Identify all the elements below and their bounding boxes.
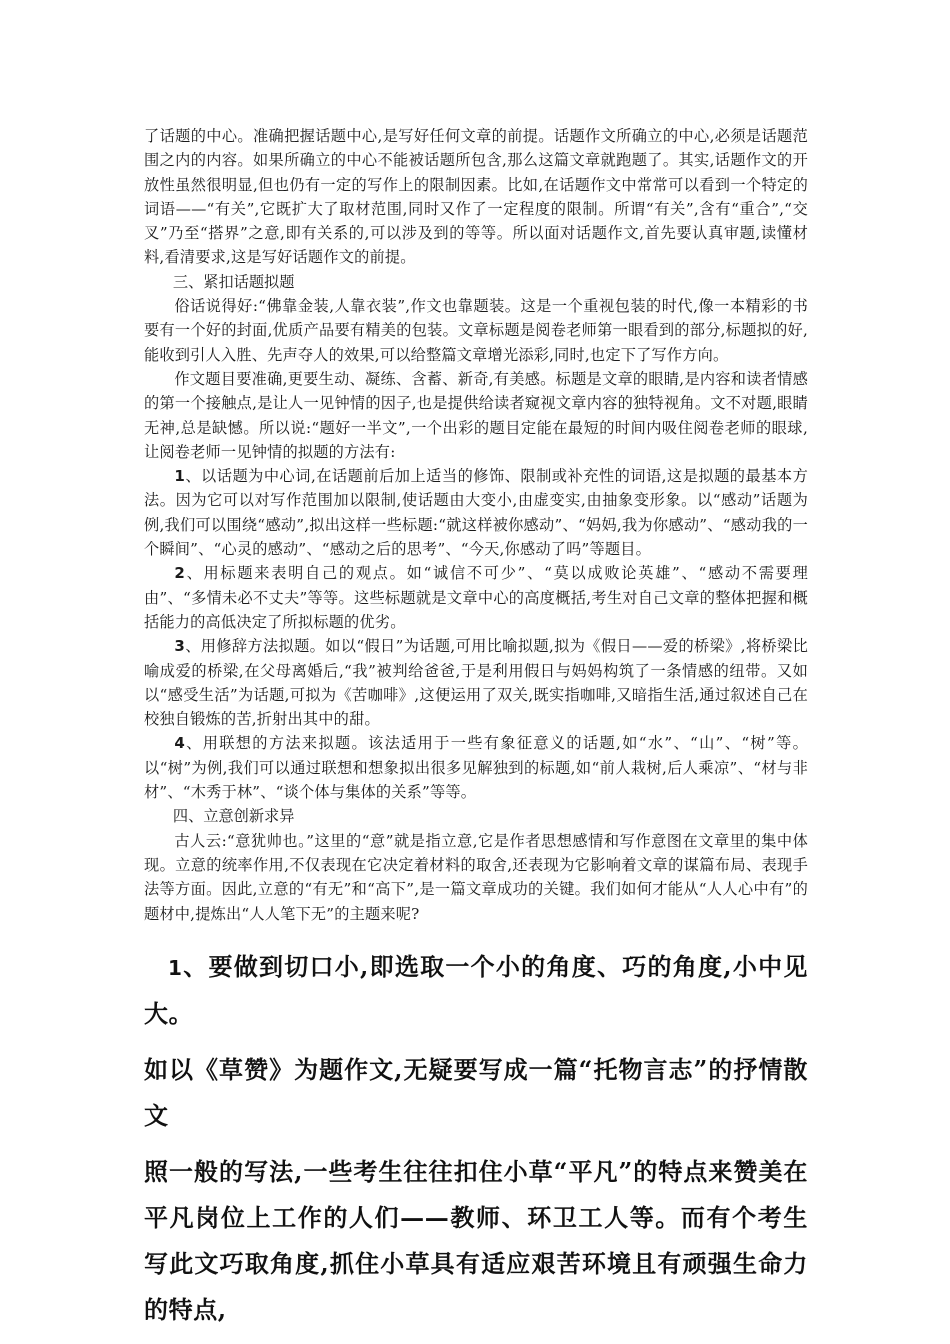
method-item-4: [144, 731, 808, 804]
method-item-number: 4: [174, 734, 186, 753]
method-item-text: 、用联想的方法来拟题。该法适用于一些有象征意义的话题,如“水”、“山”、“树”等。以“树”为例,我们可以通过联想和想象拟出很多见解独到的标题,如“前人栽树,后人乘凉”、“材与非材”、“木秀于林”、“谈个体与集体的关系”等等。: [144, 734, 808, 802]
method-item-2: [144, 561, 808, 634]
document-page: [144, 124, 808, 1333]
section-3-paragraph-1: 俗话说得好:“佛靠金装,人靠衣装”,作文也靠题装。这是一个重视包装的时代,像一本精彩的书要有一个好的封面,优质产品要有精美的包装。文章标题是阅卷老师第一眼看到的部分,标题拟的好,能收到引人入胜、先声夺人的效果,可以给整篇文章增光添彩,同时,也定下了写作方向。: [144, 297, 808, 364]
section-3-paragraph-2: 作文题目要准确,更要生动、凝练、含蓄、新奇,有美感。标题是文章的眼睛,是内容和读者情感的第一个接触点,是让人一见钟情的因子,也是提供给读者窥视文章内容的独特视角。文不对题,眼睛无神,总是缺憾。所以说:“题好一半文”,一个出彩的题目定能在最短的时间内吸住阅卷老师的眼球,让阅卷老师一见钟情的拟题的方法有:: [144, 369, 808, 461]
intro-paragraph: 了话题的中心。准确把握话题中心,是写好任何文章的前提。话题作文所确立的中心,必须是话题范围之内的内容。如果所确立的中心不能被话题所包含,那么这篇文章就跑题了。其实,话题作文的开放性虽然很明显,但也仍有一定的写作上的限制因素。比如,在话题作文中常常可以看到一个特定的词语——“有关”,它既扩大了取材范围,同时又作了一定程度的限制。所谓“有关”,含有“重合”,“交叉”乃至“搭界”之意,即有关系的,可以涉及到的等等。所以面对话题作文,首先要认真审题,读懂材料,看清要求,这是写好话题作文的前提。: [144, 127, 808, 267]
method-item-3: [144, 634, 808, 731]
large-example-line: 如以《草赞》为题作文,无疑要写成一篇“托物言志”的抒情散文: [144, 1054, 808, 1130]
method-item-1: [144, 464, 808, 561]
method-item-text: 、用标题来表明自己的观点。如“诚信不可少”、“莫以成败论英雄”、“感动不需要理由”、“多情未必不丈夫”等等。这些标题就是文章中心的高度概括,考生对自己文章的整体把握和概括能力的高低决定了所拟标题的优劣。: [144, 564, 808, 631]
large-point-text: 、要做到切口小,即选取一个小的角度、巧的角度,小中见大。: [144, 951, 808, 1028]
large-example-paragraph: 照一般的写法,一些考生往往扣住小草“平凡”的特点来赞美在平凡岗位上工作的人们——教师、环卫工人等。而有个考生写此文巧取角度,抓住小草具有适应艰苦环境且有顽强生命力的特点,: [144, 1156, 808, 1324]
section-4-heading: 四、立意创新求异: [172, 807, 295, 826]
large-point-number: 1: [168, 955, 183, 980]
method-item-number: 2: [174, 564, 186, 583]
method-item-number: 1: [174, 467, 186, 486]
section-3-heading: 三、紧扣话题拟题: [172, 272, 295, 291]
method-item-text: 、以话题为中心词,在话题前后加上适当的修饰、限制或补充性的词语,这是拟题的最基本方法。因为它可以对写作范围加以限制,使话题由大变小,由虚变实,由抽象变形象。以“感动”话题为例,我们可以围绕“感动”,拟出这样一些标题:“就这样被你感动”、“妈妈,我为你感动”、“感动我的一个瞬间”、“心灵的感动”、“感动之后的思考”、“今天,你感动了吗”等题目。: [144, 467, 808, 559]
method-item-number: 3: [174, 637, 186, 656]
large-point-1: [144, 944, 808, 1037]
section-4-paragraph-1: 古人云:“意犹帅也。”这里的“意”就是指立意,它是作者思想感情和写作意图在文章里的集中体现。立意的统率作用,不仅表现在它决定着材料的取舍,还表现为它影响着文章的谋篇布局、表现手法等方面。因此,立意的“有无”和“高下”,是一篇文章成功的关键。我们如何才能从“人人心中有”的题材中,提炼出“人人笔下无”的主题来呢?: [144, 831, 808, 923]
method-item-text: 、用修辞方法拟题。如以“假日”为话题,可用比喻拟题,拟为《假日——爱的桥梁》,将桥梁比喻成爱的桥梁,在父母离婚后,“我”被判给爸爸,于是利用假日与妈妈构筑了一条情感的纽带。又如以“感受生活”为话题,可拟为《苦咖啡》,这便运用了双关,既实指咖啡,又暗指生活,通过叙述自己在校独自锻炼的苦,折射出其中的甜。: [144, 637, 808, 729]
